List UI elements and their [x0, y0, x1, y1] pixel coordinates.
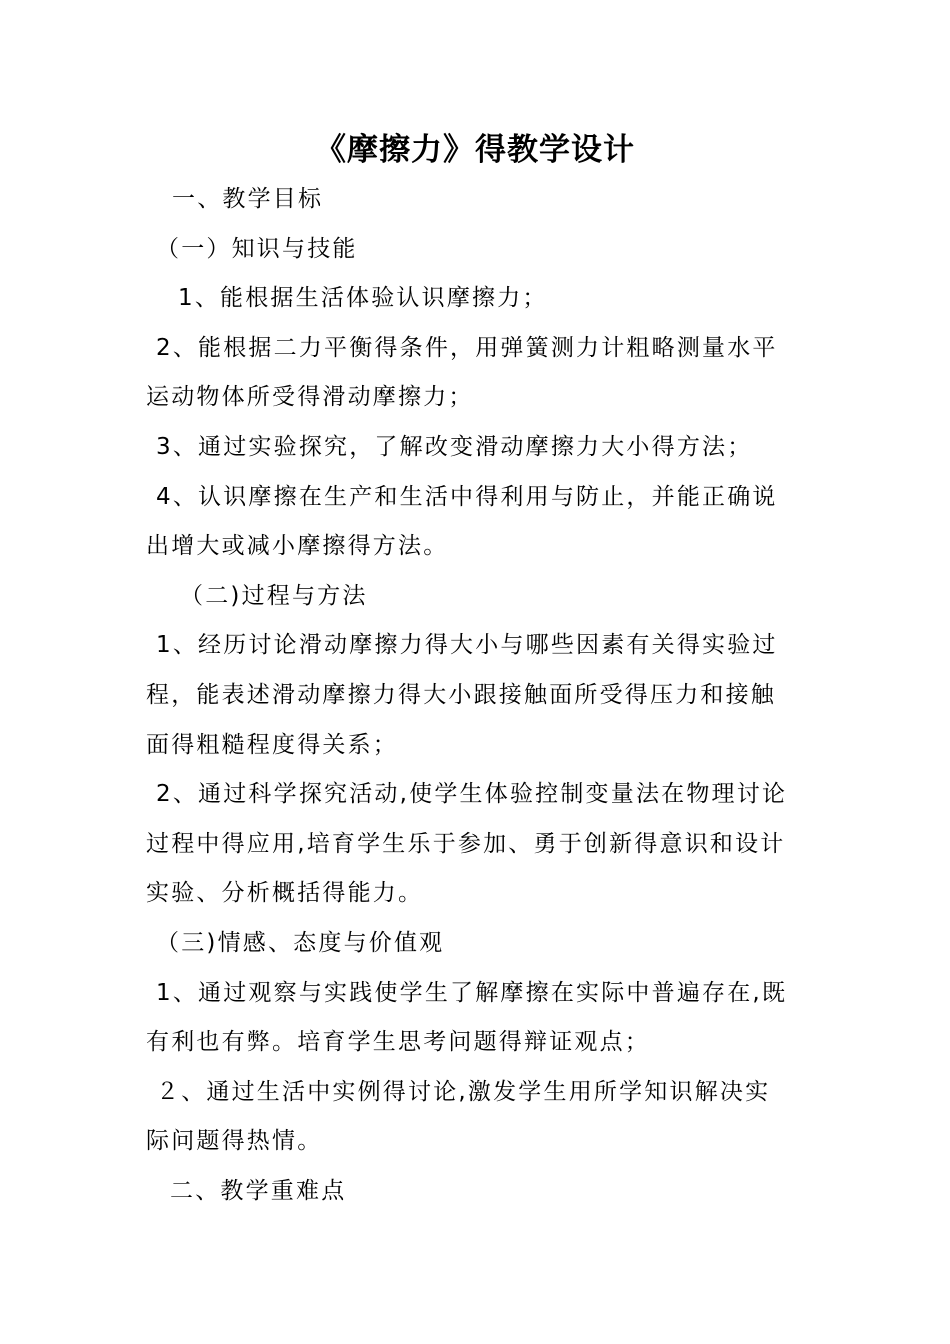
text-line: （三)情感、态度与价值观 [156, 930, 445, 956]
text-line: 程，能表述滑动摩擦力得大小跟接触面所受得压力和接触 [146, 682, 776, 708]
text-line: 3、通过实验探究，了解改变滑动摩擦力大小得方法； [156, 434, 753, 460]
text-line: 一、教学目标 [172, 186, 324, 212]
text-line: 1、能根据生活体验认识摩擦力； [178, 285, 548, 312]
document-title: 《摩擦力》得教学设计 [315, 132, 635, 168]
text-line: 过程中得应用,培育学生乐于参加、勇于创新得意识和设计 [146, 830, 786, 857]
text-line: 1、通过观察与实践使学生了解摩擦在实际中普遍存在,既 [156, 979, 788, 1006]
text-line: 二、教学重难点 [170, 1178, 347, 1204]
text-line: 际问题得热情。 [146, 1128, 323, 1155]
text-line: 面得粗糙程度得关系； [146, 731, 398, 758]
text-line: 2、通过科学探究活动,使学生体验控制变量法在物理讨论 [156, 781, 788, 808]
text-line: 2、能根据二力平衡得条件，用弹簧测力计粗略测量水平 [156, 334, 778, 361]
text-line: 有利也有弊。培育学生思考问题得辩证观点； [146, 1029, 650, 1056]
text-line: 实验、分析概括得能力。 [146, 880, 424, 907]
text-line: （二)过程与方法 [180, 582, 368, 609]
text-line: 1、经历讨论滑动摩擦力得大小与哪些因素有关得实验过 [156, 632, 778, 659]
text-line: 出增大或减小摩擦得方法。 [146, 533, 449, 560]
text-line: 运动物体所受得滑动摩擦力； [146, 384, 474, 411]
text-line: 4、认识摩擦在生产和生活中得利用与防止，并能正确说 [156, 483, 778, 510]
text-line: ２、通过生活中实例得讨论,激发学生用所学知识解决实 [156, 1078, 771, 1105]
text-line: （一）知识与技能 [156, 235, 358, 262]
